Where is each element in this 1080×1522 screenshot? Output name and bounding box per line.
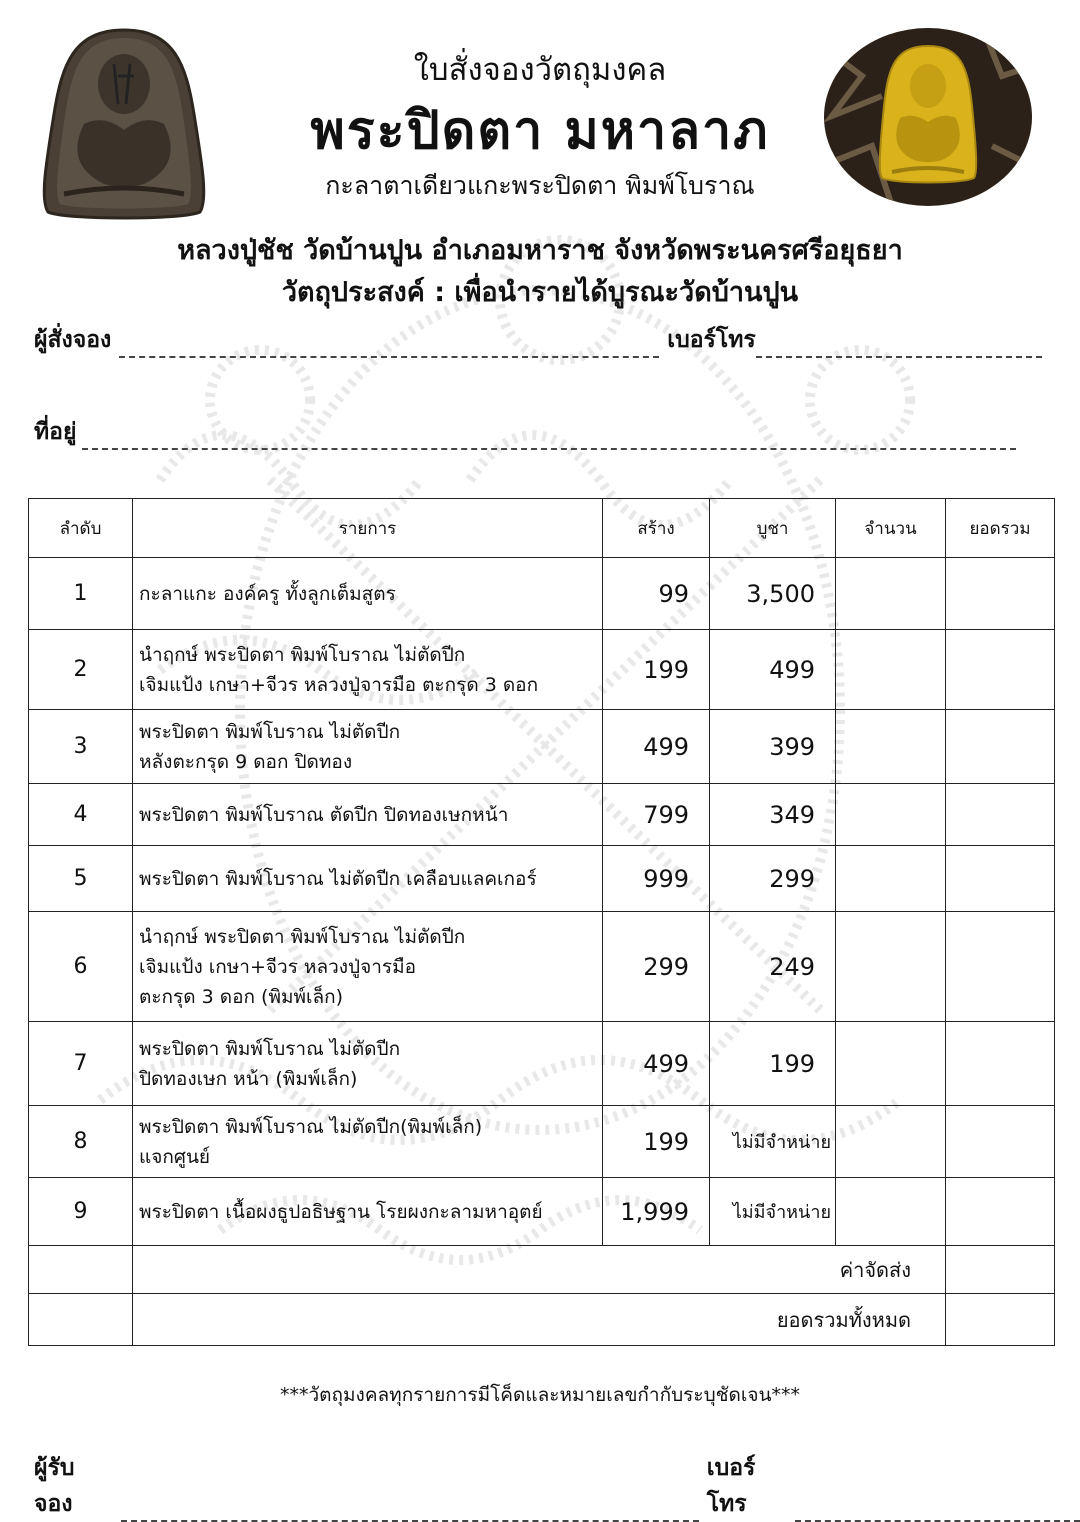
row-item-line: หลังตะกรุด 9 ดอก ปิดทอง	[139, 750, 353, 773]
orderer-label: ผู้สั่งจอง	[34, 327, 112, 353]
order-table	[28, 498, 1055, 1346]
empty-cell	[29, 1246, 133, 1294]
row-total-cell[interactable]	[946, 1178, 1055, 1246]
row-made: 199	[603, 630, 710, 710]
shipping-cost-cell[interactable]	[946, 1246, 1055, 1294]
orderer-field[interactable]	[119, 338, 659, 358]
header-quantity: จำนวน	[836, 499, 946, 558]
row-made: 299	[603, 912, 710, 1022]
address-row	[34, 414, 1016, 450]
temple-info: หลวงปู่ชัช วัดบ้านปูน อำเภอมหาราช จังหวัดพระนครศรีอยุธยา	[177, 235, 903, 266]
row-quantity-cell[interactable]	[836, 710, 946, 784]
header-item: รายการ	[133, 499, 603, 558]
row-price: 499	[710, 630, 836, 710]
row-made: 99	[603, 558, 710, 630]
row-item-line: ตะกรุด 3 ดอก (พิมพ์เล็ก)	[139, 985, 344, 1008]
row-item-line: พระปิดตา เนื้อผงธูปอธิษฐาน โรยผงกะลามหาอุตย์	[139, 1200, 543, 1223]
row-made: 799	[603, 784, 710, 846]
shipping-label: ค่าจัดส่ง	[133, 1246, 946, 1294]
row-made: 199	[603, 1106, 710, 1178]
purpose-text: วัตถุประสงค์ : เพื่อนำรายได้บูรณะวัดบ้านปูน	[281, 277, 799, 308]
grand-total-row	[29, 1294, 1055, 1346]
row-item	[133, 1178, 603, 1246]
row-no: 4	[29, 784, 133, 846]
shipping-row	[29, 1246, 1055, 1294]
row-quantity-cell[interactable]	[836, 1178, 946, 1246]
receiver-field[interactable]	[121, 1502, 699, 1522]
row-item	[133, 1106, 603, 1178]
row-total-cell[interactable]	[946, 630, 1055, 710]
row-no: 9	[29, 1178, 133, 1246]
row-item	[133, 710, 603, 784]
row-price: 399	[710, 710, 836, 784]
header-no: ลำดับ	[29, 499, 133, 558]
row-no: 2	[29, 630, 133, 710]
row-item	[133, 1022, 603, 1106]
row-item	[133, 912, 603, 1022]
table-row	[29, 846, 1055, 912]
receiver-phone-label: เบอร์โทร	[706, 1455, 756, 1517]
row-quantity-cell[interactable]	[836, 784, 946, 846]
header-total: ยอดรวม	[946, 499, 1055, 558]
row-made: 999	[603, 846, 710, 912]
row-item-line: พระปิดตา พิมพ์โบราณ ไม่ตัดปีก	[139, 720, 401, 743]
row-item-line: พระปิดตา พิมพ์โบราณ ไม่ตัดปีก(พิมพ์เล็ก)	[139, 1115, 483, 1138]
address-field[interactable]	[82, 430, 1016, 450]
row-no: 3	[29, 710, 133, 784]
row-item-line: นำฤกษ์ พระปิดตา พิมพ์โบราณ ไม่ตัดปีก	[139, 925, 466, 948]
row-quantity-cell[interactable]	[836, 630, 946, 710]
row-item-line: ปิดทองเษก หน้า (พิมพ์เล็ก)	[139, 1067, 358, 1090]
table-row	[29, 1022, 1055, 1106]
orderer-row	[34, 322, 1042, 358]
row-item	[133, 558, 603, 630]
row-item-line: พระปิดตา พิมพ์โบราณ ไม่ตัดปีก	[139, 1037, 401, 1060]
address-label: ที่อยู่	[34, 419, 77, 445]
row-no: 6	[29, 912, 133, 1022]
table-row	[29, 558, 1055, 630]
row-price: ไม่มีจำหน่าย	[710, 1178, 836, 1246]
row-total-cell[interactable]	[946, 912, 1055, 1022]
row-price: 299	[710, 846, 836, 912]
item-description: กะลาตาเดียวแกะพระปิดตา พิมพ์โบราณ	[325, 171, 755, 200]
row-made: 499	[603, 710, 710, 784]
row-no: 7	[29, 1022, 133, 1106]
row-item-line: แจกศูนย์	[139, 1145, 211, 1168]
phone-label: เบอร์โทร	[667, 327, 756, 353]
row-item-line: เจิมแป้ง เกษา+จีวร หลวงปู่จารมือ ตะกรุด 3 ดอก	[139, 673, 539, 696]
table-row	[29, 1106, 1055, 1178]
empty-cell	[29, 1294, 133, 1346]
receiver-phone-field[interactable]	[795, 1502, 1080, 1522]
row-no: 1	[29, 558, 133, 630]
row-total-cell[interactable]	[946, 558, 1055, 630]
table-row	[29, 1178, 1055, 1246]
row-item	[133, 846, 603, 912]
form-title: พระปิดตา มหาลาภ	[310, 101, 770, 161]
row-total-cell[interactable]	[946, 784, 1055, 846]
row-item-line: พระปิดตา พิมพ์โบราณ ไม่ตัดปีก เคลือบแลคเกอร์	[139, 867, 537, 890]
row-total-cell[interactable]	[946, 710, 1055, 784]
table-row	[29, 784, 1055, 846]
amulet-dark-image	[34, 24, 214, 224]
row-quantity-cell[interactable]	[836, 912, 946, 1022]
row-item-line: เจิมแป้ง เกษา+จีวร หลวงปู่จารมือ	[139, 955, 417, 978]
row-price: 349	[710, 784, 836, 846]
row-item	[133, 630, 603, 710]
header-price: บูชา	[710, 499, 836, 558]
table-row	[29, 912, 1055, 1022]
row-no: 5	[29, 846, 133, 912]
row-no: 8	[29, 1106, 133, 1178]
table-row	[29, 710, 1055, 784]
row-price: 199	[710, 1022, 836, 1106]
row-item	[133, 784, 603, 846]
table-row	[29, 630, 1055, 710]
row-price: 3,500	[710, 558, 836, 630]
table-header-row	[29, 499, 1055, 558]
row-quantity-cell[interactable]	[836, 558, 946, 630]
row-quantity-cell[interactable]	[836, 1106, 946, 1178]
grand-total-label: ยอดรวมทั้งหมด	[133, 1294, 946, 1346]
row-price: ไม่มีจำหน่าย	[710, 1106, 836, 1178]
code-note: ***วัตถุมงคลทุกรายการมีโค็ดและหมายเลขกำกับระบุชัดเจน***	[280, 1384, 800, 1406]
header-made: สร้าง	[603, 499, 710, 558]
phone-field[interactable]	[756, 338, 1042, 358]
row-quantity-cell[interactable]	[836, 846, 946, 912]
grand-total-cell[interactable]	[946, 1294, 1055, 1346]
row-item-line: กะลาแกะ องค์ครู ทั้งลูกเต็มสูตร	[139, 582, 396, 605]
row-quantity-cell[interactable]	[836, 1022, 946, 1106]
row-total-cell[interactable]	[946, 1106, 1055, 1178]
row-item-line: พระปิดตา พิมพ์โบราณ ตัดปีก ปิดทองเษกหน้า	[139, 803, 509, 826]
row-made: 499	[603, 1022, 710, 1106]
row-made: 1,999	[603, 1178, 710, 1246]
receiver-row	[34, 1450, 1080, 1522]
row-total-cell[interactable]	[946, 1022, 1055, 1106]
receiver-label: ผู้รับจอง	[34, 1455, 75, 1517]
form-subtitle: ใบสั่งจองวัตถุมงคล	[413, 52, 667, 88]
row-price: 249	[710, 912, 836, 1022]
row-total-cell[interactable]	[946, 846, 1055, 912]
row-item-line: นำฤกษ์ พระปิดตา พิมพ์โบราณ ไม่ตัดปีก	[139, 643, 466, 666]
